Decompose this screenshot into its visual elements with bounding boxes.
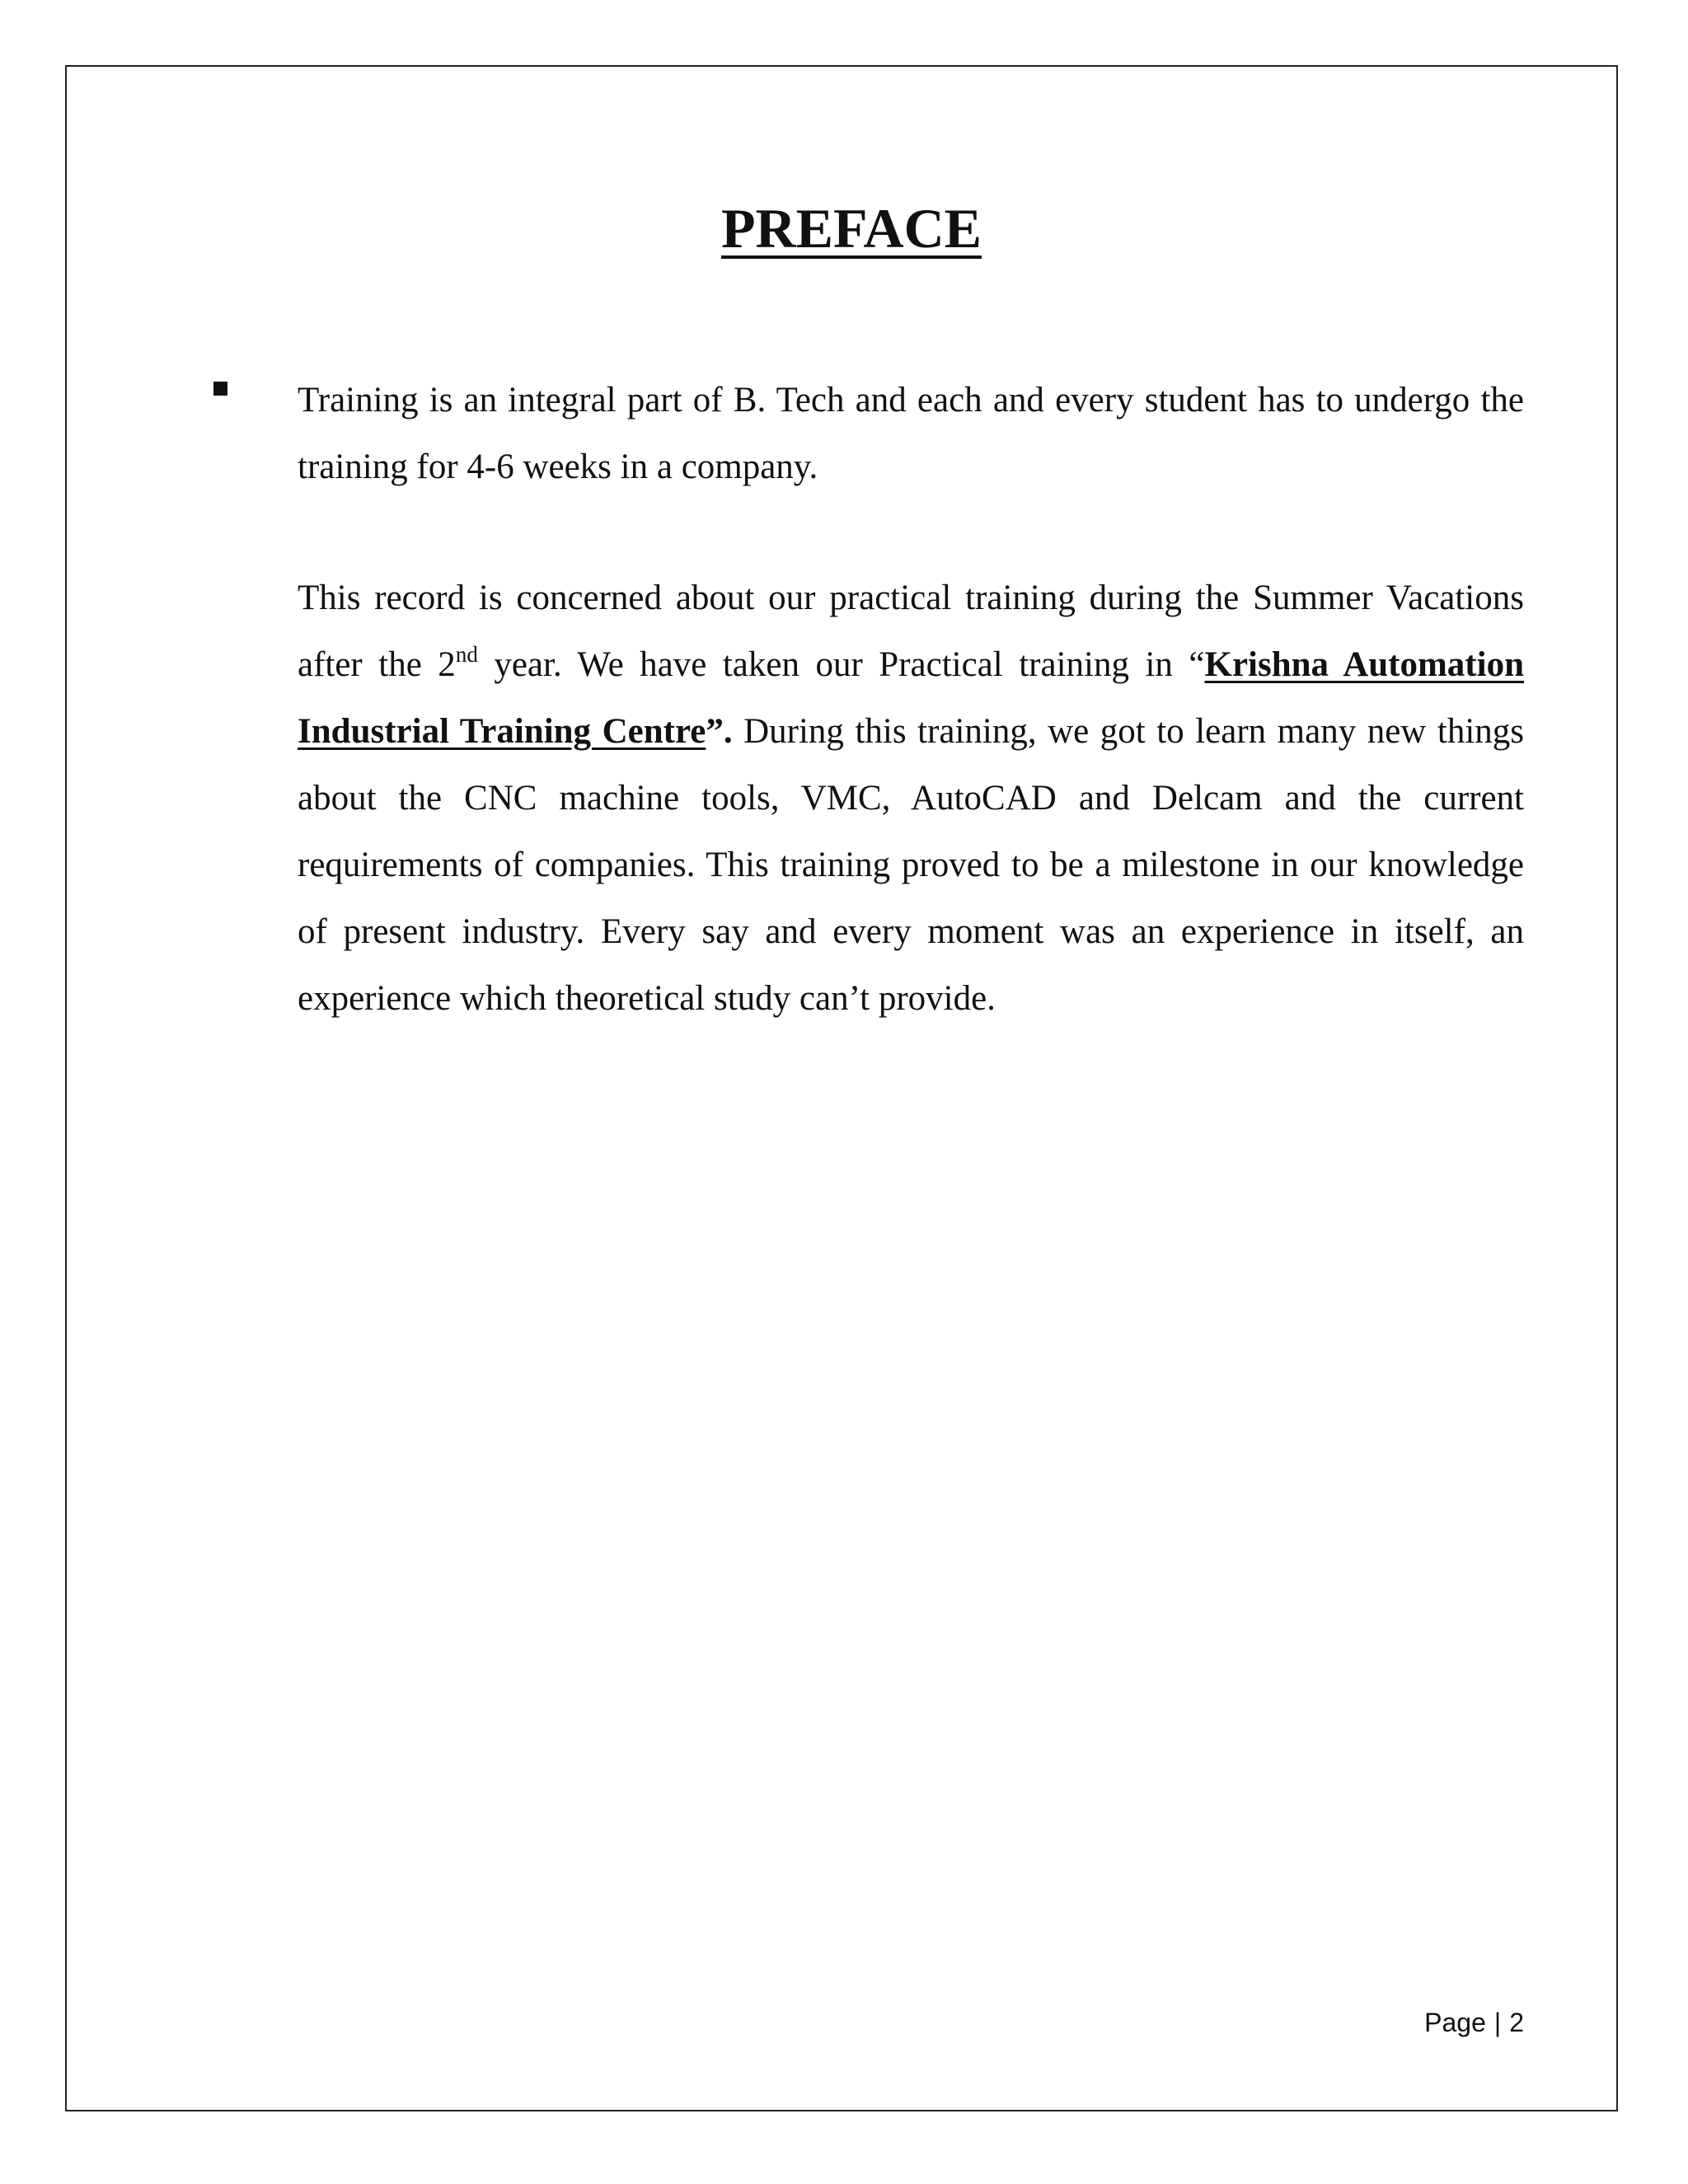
page-label: Page [1424, 2008, 1486, 2037]
closing-quote: ”. [706, 712, 733, 751]
paragraph-2-text-a: This record is concerned about our practical training during the Summer Vacations after the 2 [298, 579, 1524, 684]
paragraph-1: Training is an integral part of B. Tech and each and every student has to undergo the training for 4-6 weeks in a company. [298, 381, 1524, 486]
paragraph-2-text-b: year. We have taken our Practical training in “ [477, 645, 1205, 684]
page-separator: | [1493, 2008, 1502, 2037]
page-title: PREFACE [720, 197, 982, 260]
paragraph-2-text-c: During this training, we got to learn many new things about the CNC machine tools, VMC, AutoCAD and Delcam and the current requirements of companies. This training proved to be a milestone in our knowledge of present industry. Every say and every moment was an experience in itself, an experience which theoretical study can’t provide. [298, 712, 1524, 1018]
company-name: Krishna Automation Industrial Training Centre [298, 645, 1524, 751]
ordinal-superscript: nd [455, 642, 478, 667]
paragraph-2 [298, 565, 1524, 1032]
square-bullet-icon [213, 382, 227, 396]
page-number: 2 [1509, 2008, 1524, 2037]
page-footer [1424, 2008, 1524, 2038]
